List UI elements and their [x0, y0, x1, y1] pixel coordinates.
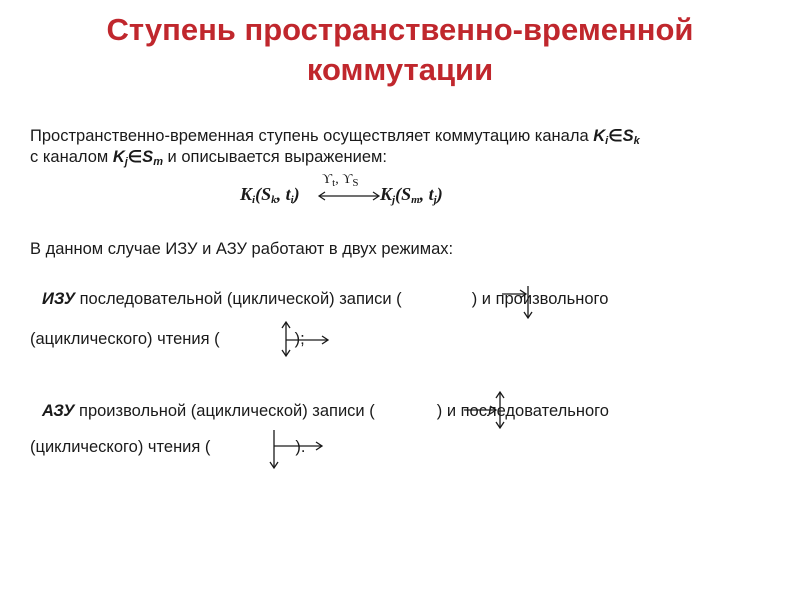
switching-formula — [240, 172, 470, 208]
izu-name: ИЗУ — [42, 290, 76, 308]
element-of-symbol: ∈ — [608, 127, 623, 145]
page-title: Ступень пространственно-временной — [106, 12, 694, 47]
azu-text-4: ). — [295, 438, 306, 456]
stream-sk-sub: k — [633, 135, 640, 147]
azu-text-2: ) и последовательного — [436, 402, 609, 420]
izu-text-3: (ациклического) чтения ( — [30, 330, 220, 348]
izu-text-2: ) и произвольного — [471, 290, 609, 308]
stream-sk: S — [622, 127, 634, 145]
sequential-write-arrow-icon — [500, 284, 536, 324]
intro-line-2 — [30, 147, 387, 168]
azu-line-2 — [30, 438, 306, 457]
channel-kj: K — [112, 148, 125, 166]
azu-name: АЗУ — [42, 402, 75, 420]
channel-ki-sub: i — [605, 135, 609, 147]
stream-sm-sub: m — [153, 156, 163, 168]
izu-text-4: ); — [294, 330, 305, 348]
intro-text: Пространственно-временная ступень осуществляет коммутацию канала — [30, 127, 594, 145]
channel-ki: K — [593, 127, 606, 145]
bidirectional-arrow-icon — [316, 190, 382, 202]
stream-sm: S — [142, 148, 154, 166]
azu-text-1: произвольной (ациклической) записи ( — [74, 402, 375, 420]
channel-kj-sub: j — [124, 156, 128, 168]
page-title-line2: коммутации — [306, 52, 494, 87]
sequential-read-arrow-icon — [266, 426, 328, 472]
azu-line-1 — [42, 402, 609, 421]
random-read-arrow-icon — [278, 318, 334, 360]
izu-line-2 — [30, 330, 305, 349]
intro-tail: и описывается выражением: — [162, 148, 387, 166]
azu-text-3: (циклического) чтения ( — [30, 438, 211, 456]
element-of-symbol-2: ∈ — [127, 148, 143, 166]
formula-arrow-label: $ϒ_t$, $ϒ_S$ — [322, 172, 359, 189]
intro-line-1 — [30, 126, 640, 147]
modes-intro: В данном случае ИЗУ и АЗУ работают в двух режимах: — [30, 240, 454, 258]
formula-left: $K_i(S_k$, $t_i$) — [240, 184, 300, 206]
formula-right: $K_j(S_m$, $t_j$) — [380, 184, 443, 206]
intro-text-2: с каналом — [30, 148, 113, 166]
random-write-arrow-icon — [460, 388, 508, 432]
izu-text-1: последовательной (циклической) записи ( — [75, 290, 402, 308]
